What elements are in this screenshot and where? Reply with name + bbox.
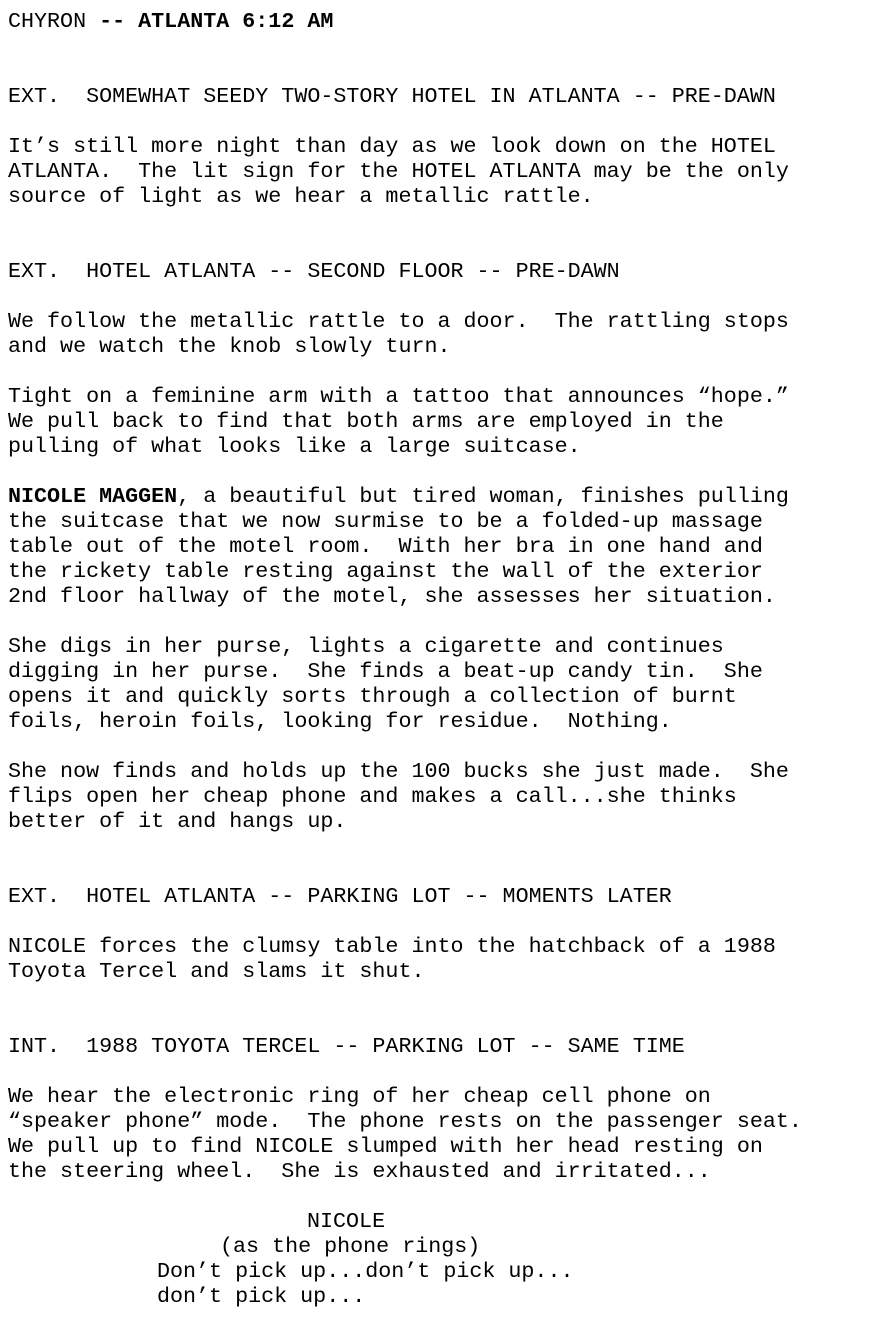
action-line: ATLANTA. The lit sign for the HOTEL ATLANTA may be the only bbox=[8, 159, 789, 184]
action-line: digging in her purse. She finds a beat-up candy tin. She bbox=[8, 659, 763, 684]
action-line: Tight on a feminine arm with a tattoo that announces “hope.” bbox=[8, 384, 789, 409]
action-line: She digs in her purse, lights a cigarette and continues bbox=[8, 634, 724, 659]
action-line: “speaker phone” mode. The phone rests on the passenger seat. bbox=[8, 1109, 802, 1134]
chyron-prefix: CHYRON bbox=[8, 9, 100, 34]
action-line: table out of the motel room. With her bra in one hand and bbox=[8, 534, 763, 559]
action-line: Toyota Tercel and slams it shut. bbox=[8, 959, 425, 984]
action-line: NICOLE forces the clumsy table into the hatchback of a 1988 bbox=[8, 934, 776, 959]
dialogue-line: Don’t pick up...don’t pick up... bbox=[157, 1259, 574, 1284]
character-intro-name: NICOLE MAGGEN bbox=[8, 484, 178, 509]
action-line: opens it and quickly sorts through a collection of burnt bbox=[8, 684, 737, 709]
action-line: We follow the metallic rattle to a door. The rattling stops bbox=[8, 309, 789, 334]
action-line: the steering wheel. She is exhausted and irritated... bbox=[8, 1159, 711, 1184]
chyron-line bbox=[8, 9, 333, 34]
action-line: better of it and hangs up. bbox=[8, 809, 347, 834]
action-line: foils, heroin foils, looking for residue. Nothing. bbox=[8, 709, 672, 734]
action-line: flips open her cheap phone and makes a call...she thinks bbox=[8, 784, 737, 809]
action-line bbox=[8, 484, 789, 509]
scene-heading: INT. 1988 TOYOTA TERCEL -- PARKING LOT -- SAME TIME bbox=[8, 1034, 685, 1059]
dialogue-character: NICOLE bbox=[307, 1209, 386, 1234]
action-line: source of light as we hear a metallic rattle. bbox=[8, 184, 594, 209]
action-text: , a beautiful but tired woman, finishes pulling bbox=[177, 484, 789, 509]
action-line: We hear the electronic ring of her cheap cell phone on bbox=[8, 1084, 711, 1109]
action-line: We pull back to find that both arms are employed in the bbox=[8, 409, 724, 434]
action-line: It’s still more night than day as we look down on the HOTEL bbox=[8, 134, 776, 159]
scene-heading: EXT. HOTEL ATLANTA -- SECOND FLOOR -- PRE-DAWN bbox=[8, 259, 620, 284]
action-line: 2nd floor hallway of the motel, she assesses her situation. bbox=[8, 584, 776, 609]
action-line: She now finds and holds up the 100 bucks she just made. She bbox=[8, 759, 789, 784]
dialogue-line: don’t pick up... bbox=[157, 1284, 366, 1309]
action-line: the rickety table resting against the wall of the exterior bbox=[8, 559, 763, 584]
scene-heading: EXT. HOTEL ATLANTA -- PARKING LOT -- MOMENTS LATER bbox=[8, 884, 672, 909]
dialogue-parenthetical: (as the phone rings) bbox=[220, 1234, 481, 1259]
scene-heading: EXT. SOMEWHAT SEEDY TWO-STORY HOTEL IN ATLANTA -- PRE-DAWN bbox=[8, 84, 776, 109]
action-line: and we watch the knob slowly turn. bbox=[8, 334, 451, 359]
action-line: the suitcase that we now surmise to be a folded-up massage bbox=[8, 509, 763, 534]
action-line: pulling of what looks like a large suitcase. bbox=[8, 434, 581, 459]
action-line: We pull up to find NICOLE slumped with her head resting on bbox=[8, 1134, 763, 1159]
chyron-text: -- ATLANTA 6:12 AM bbox=[99, 9, 334, 34]
